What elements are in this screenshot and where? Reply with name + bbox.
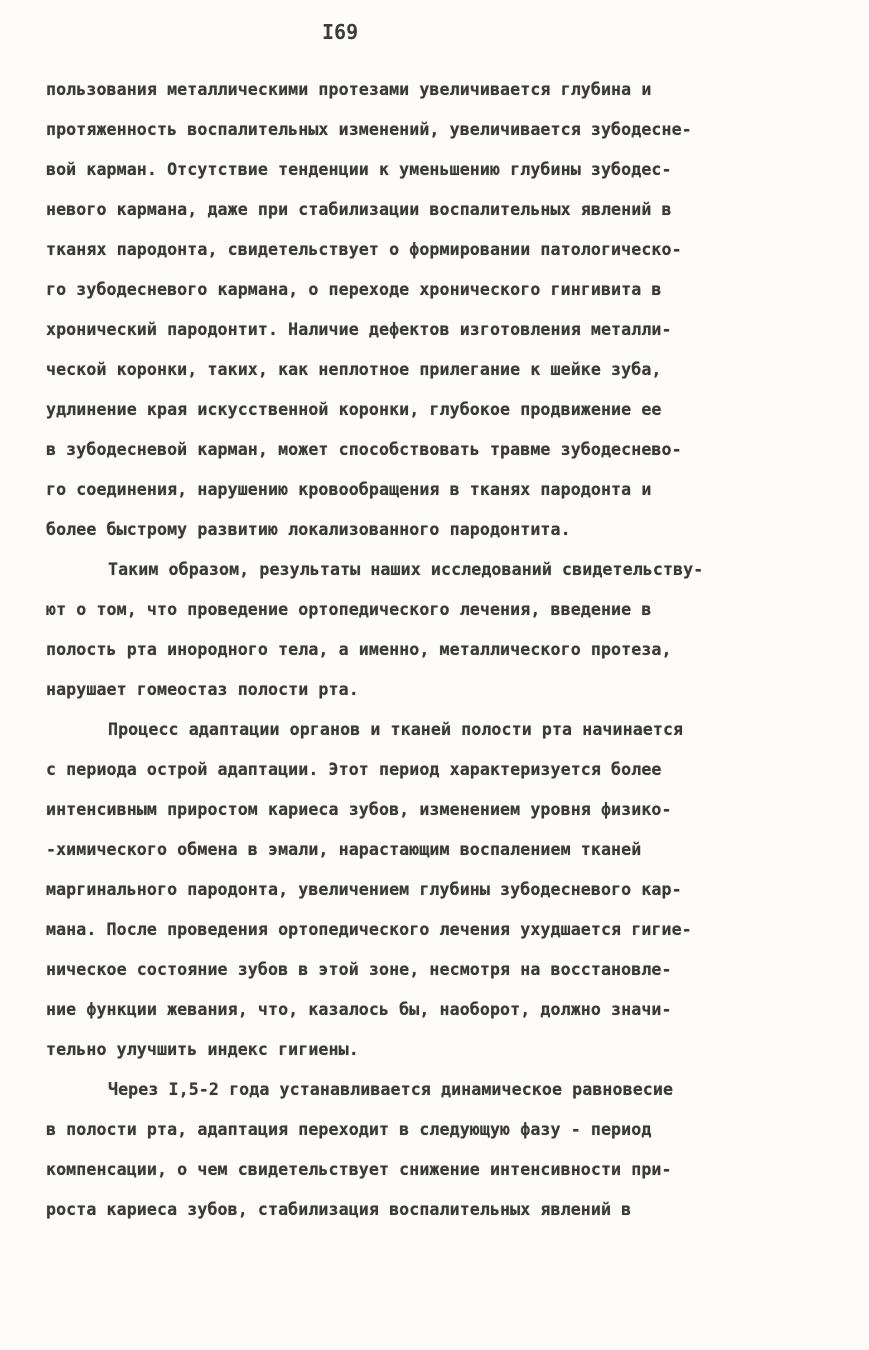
text-line: невого кармана, даже при стабилизации воспалительных явлений в [46, 200, 672, 219]
text-line: пользования металлическими протезами увеличивается глубина и [46, 80, 652, 99]
text-line: го зубодесневого кармана, о переходе хронического гингивита в [46, 280, 662, 299]
text-line: Процесс адаптации органов и тканей полости рта начинается [108, 720, 684, 739]
page-number: I69 [322, 20, 359, 44]
text-line: ческой коронки, таких, как неплотное прилегание к шейке зуба, [46, 360, 662, 379]
text-line: роста кариеса зубов, стабилизация воспалительных явлений в [46, 1200, 632, 1219]
text-line: компенсации, о чем свидетельствует снижение интенсивности при- [46, 1160, 672, 1179]
text-line: хронический пародонтит. Наличие дефектов изготовления металли- [46, 320, 672, 339]
text-line: нарушает гомеостаз полости рта. [46, 680, 359, 699]
text-line: протяженность воспалительных изменений, увеличивается зубодесне- [46, 120, 692, 139]
text-line: ние функции жевания, что, казалось бы, наоборот, должно значи- [46, 1000, 672, 1019]
text-line: ют о том, что проведение ортопедического лечения, введение в [46, 600, 652, 619]
text-line: удлинение края искусственной коронки, глубокое продвижение ее [46, 400, 662, 419]
text-line: полость рта инородного тела, а именно, металлического протеза, [46, 640, 672, 659]
text-line: тканях пародонта, свидетельствует о формировании патологическо- [46, 240, 682, 259]
text-line: маргинального пародонта, увеличением глубины зубодесневого кар- [46, 880, 682, 899]
text-line: ническое состояние зубов в этой зоне, несмотря на восстановле- [46, 960, 672, 979]
text-line: мана. После проведения ортопедического лечения ухудшается гигие- [46, 920, 692, 939]
text-line: в полости рта, адаптация переходит в следующую фазу - период [46, 1120, 652, 1139]
text-line: более быстрому развитию локализованного пародонтита. [46, 520, 571, 539]
text-line: Таким образом, результаты наших исследований свидетельству- [108, 560, 704, 579]
text-line: в зубодесневой карман, может способствовать травме зубодеснево- [46, 440, 682, 459]
text-line: вой карман. Отсутствие тенденции к уменьшению глубины зубодес- [46, 160, 672, 179]
text-line: -химического обмена в эмали, нарастающим воспалением тканей [46, 840, 642, 859]
body-text [46, 70, 846, 1230]
text-line: с периода острой адаптации. Этот период характеризуется более [46, 760, 662, 779]
text-line: го соединения, нарушению кровообращения в тканях пародонта и [46, 480, 652, 499]
text-line: интенсивным приростом кариеса зубов, изменением уровня физико- [46, 800, 672, 819]
text-line: тельно улучшить индекс гигиены. [46, 1040, 359, 1059]
text-line: Через I,5-2 года устанавливается динамическое равновесие [108, 1080, 674, 1099]
